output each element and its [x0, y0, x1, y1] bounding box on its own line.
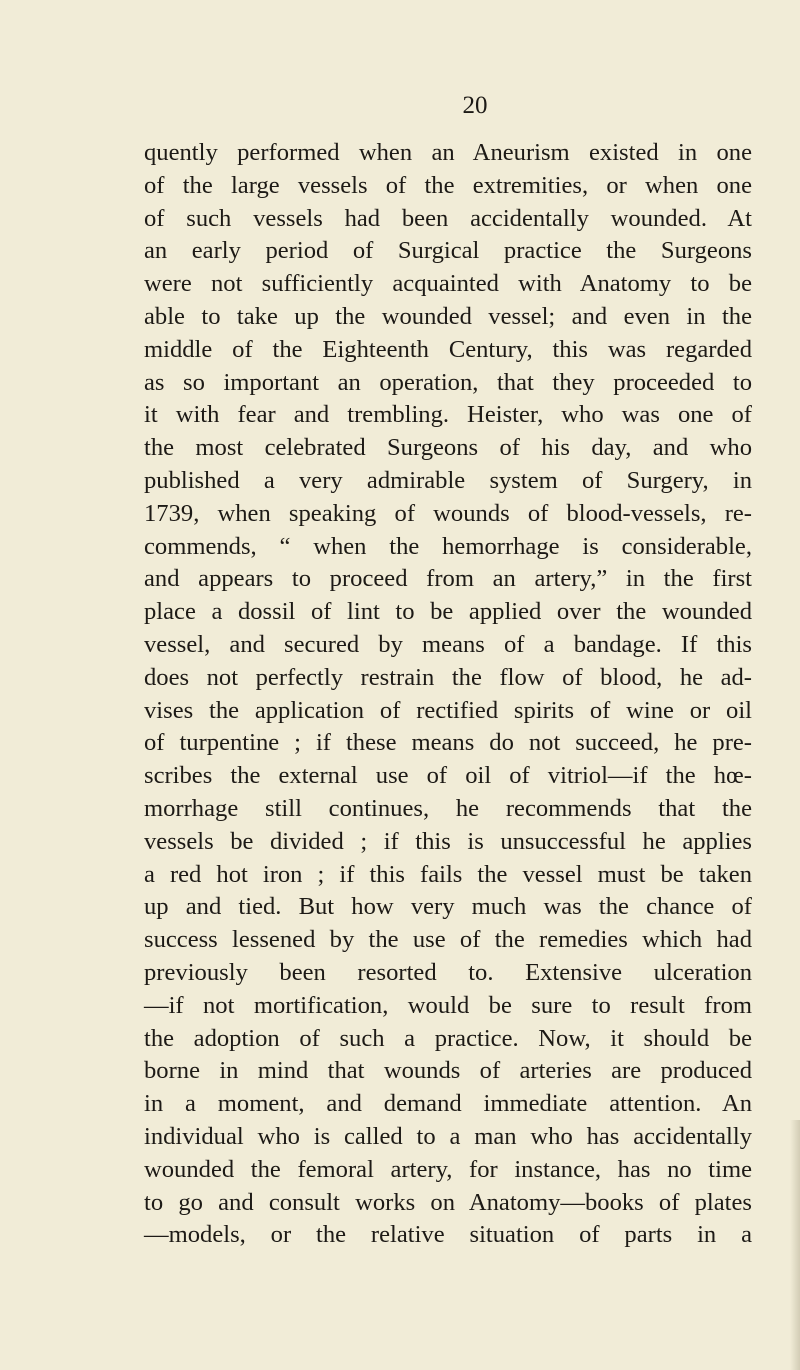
text-line: place a dossil of lint to be applied over the wounded: [144, 598, 752, 626]
text-line: vessels be divided ; if this is unsuccessful he applies: [144, 827, 752, 855]
text-line: —if not mortification, would be sure to result from: [144, 991, 752, 1019]
text-line: —models, or the relative situation of parts in a: [144, 1221, 752, 1249]
text-line: a red hot iron ; if this fails the vessel must be taken: [144, 860, 752, 888]
text-line: morrhage still continues, he recommends that the: [144, 794, 752, 822]
text-line: to go and consult works on Anatomy—books of plates: [144, 1188, 752, 1216]
text-line: scribes the external use of oil of vitriol—if the hœ-: [144, 762, 752, 790]
text-line: as so important an operation, that they proceeded to: [144, 368, 752, 396]
text-line: of the large vessels of the extremities, or when one: [144, 171, 752, 199]
page-number: 20: [462, 92, 488, 119]
text-line: middle of the Eighteenth Century, this was regarded: [144, 335, 752, 363]
text-line: up and tied. But how very much was the chance of: [144, 893, 752, 921]
text-line: borne in mind that wounds of arteries are produced: [144, 1057, 752, 1085]
text-line: and appears to proceed from an artery,” in the first: [144, 565, 752, 593]
text-line: commends, “ when the hemorrhage is considerable,: [144, 532, 752, 560]
text-line: the most celebrated Surgeons of his day, and who: [144, 434, 752, 462]
text-line: vessel, and secured by means of a bandage. If this: [144, 630, 752, 658]
text-line: were not sufficiently acquainted with Anatomy to be: [144, 270, 752, 298]
text-line: of such vessels had been accidentally wounded. At: [144, 204, 752, 232]
text-line: vises the application of rectified spirits of wine or oil: [144, 696, 752, 724]
text-line: does not perfectly restrain the flow of blood, he ad-: [144, 663, 752, 691]
text-line: individual who is called to a man who has accidentally: [144, 1122, 752, 1150]
text-line: quently performed when an Aneurism existed in one: [144, 139, 752, 166]
page-edge-shadow: [790, 1120, 800, 1370]
text-line: previously been resorted to. Extensive ulceration: [144, 958, 752, 986]
text-line: success lessened by the use of the remedies which had: [144, 926, 752, 954]
text-line: published a very admirable system of Surgery, in: [144, 466, 752, 494]
text-line: in a moment, and demand immediate attention. An: [144, 1090, 752, 1118]
text-line: an early period of Surgical practice the Surgeons: [144, 237, 752, 265]
text-line: able to take up the wounded vessel; and even in the: [144, 302, 752, 330]
text-line: of turpentine ; if these means do not succeed, he pre-: [144, 729, 752, 757]
body-text: [144, 137, 752, 1252]
text-line: it with fear and trembling. Heister, who was one of: [144, 401, 752, 429]
text-line: wounded the femoral artery, for instance, has no time: [144, 1155, 752, 1183]
text-line: 1739, when speaking of wounds of blood-vessels, re-: [144, 499, 752, 527]
text-line: the adoption of such a practice. Now, it should be: [144, 1024, 752, 1052]
